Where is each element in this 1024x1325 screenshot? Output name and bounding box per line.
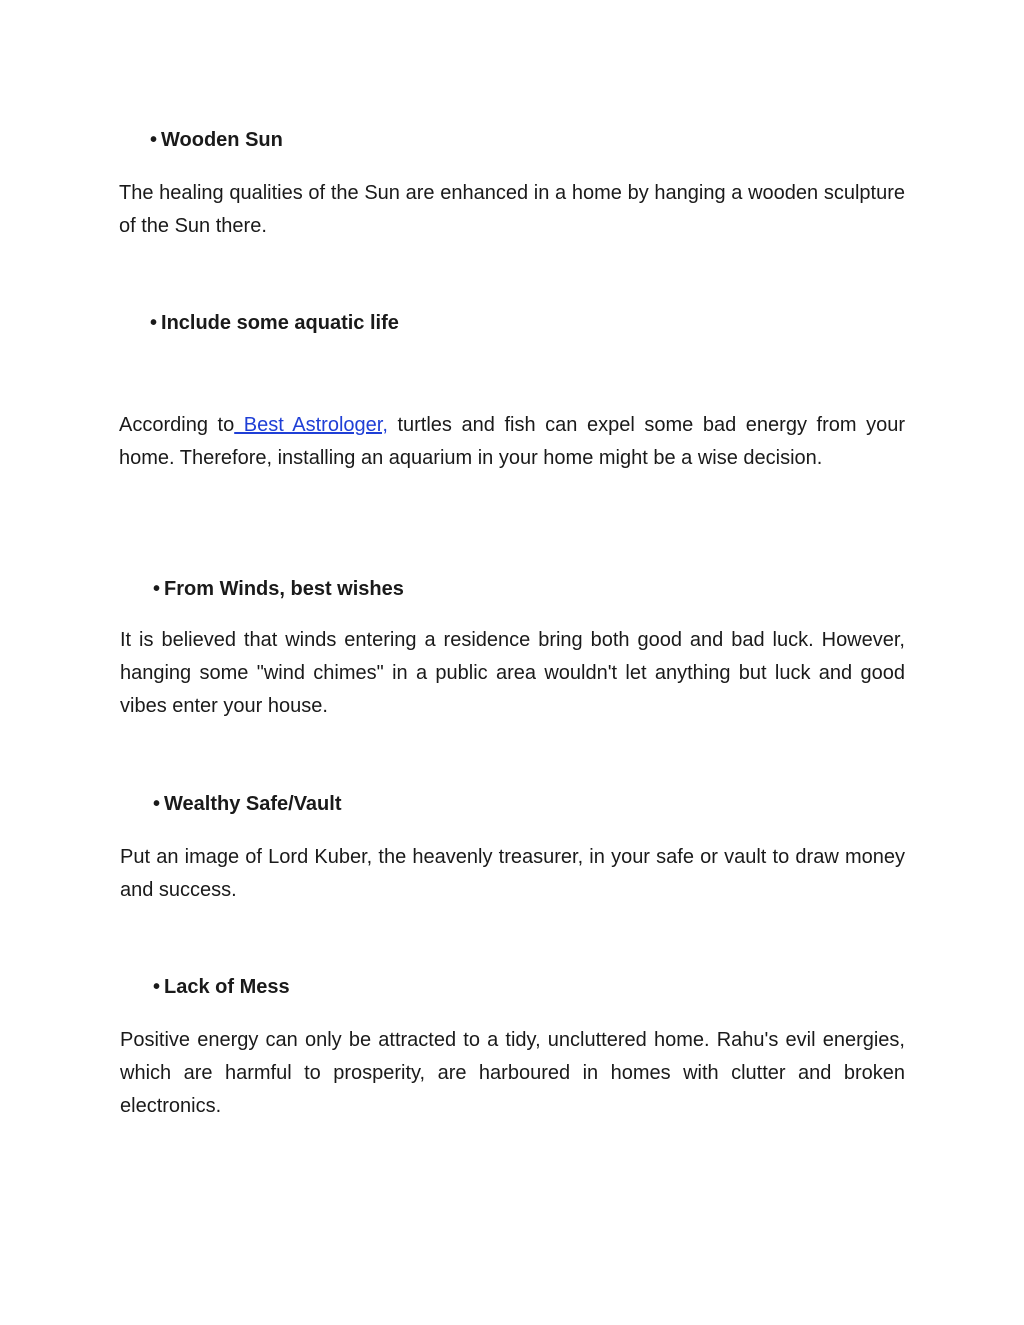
bullet-icon: • <box>150 129 158 151</box>
bullet-icon: • <box>150 312 158 334</box>
heading-text: From Winds, best wishes <box>164 578 404 600</box>
heading-text: Wooden Sun <box>161 129 283 151</box>
bullet-icon: • <box>153 578 161 600</box>
section-body-lack-of-mess: Positive energy can only be attracted to a tidy, uncluttered home. Rahu's evil energies, which are harmful to prosperity, are harboured in homes with clutter and broken electronics. <box>120 1029 905 1117</box>
section-heading-aquatic-life <box>150 311 399 335</box>
section-heading-wooden-sun <box>150 128 283 152</box>
heading-text: Include some aquatic life <box>161 312 399 334</box>
bullet-icon: • <box>153 793 161 815</box>
section-body-aquatic-life <box>119 409 905 475</box>
body-text-after-link: turtles and fish can expel some bad energy from your home. Therefore, installing an aquarium in your home might be a wise decision. <box>119 414 906 469</box>
section-heading-lack-of-mess <box>153 975 290 999</box>
heading-text: Lack of Mess <box>164 976 290 998</box>
best-astrologer-link[interactable]: Best Astrologer, <box>234 414 388 436</box>
section-body-winds: It is believed that winds entering a residence bring both good and bad luck. However, hanging some "wind chimes" in a public area wouldn't let anything but luck and good vibes enter your house. <box>120 629 905 717</box>
section-body-wooden-sun: The healing qualities of the Sun are enhanced in a home by hanging a wooden sculpture of the Sun there. <box>119 182 905 237</box>
section-heading-safe-vault <box>153 792 342 816</box>
bullet-icon: • <box>153 976 161 998</box>
section-body-safe-vault: Put an image of Lord Kuber, the heavenly treasurer, in your safe or vault to draw money and success. <box>120 846 905 901</box>
section-heading-winds <box>153 577 404 601</box>
heading-text: Wealthy Safe/Vault <box>164 793 342 815</box>
body-text-before-link: According to <box>119 414 235 436</box>
